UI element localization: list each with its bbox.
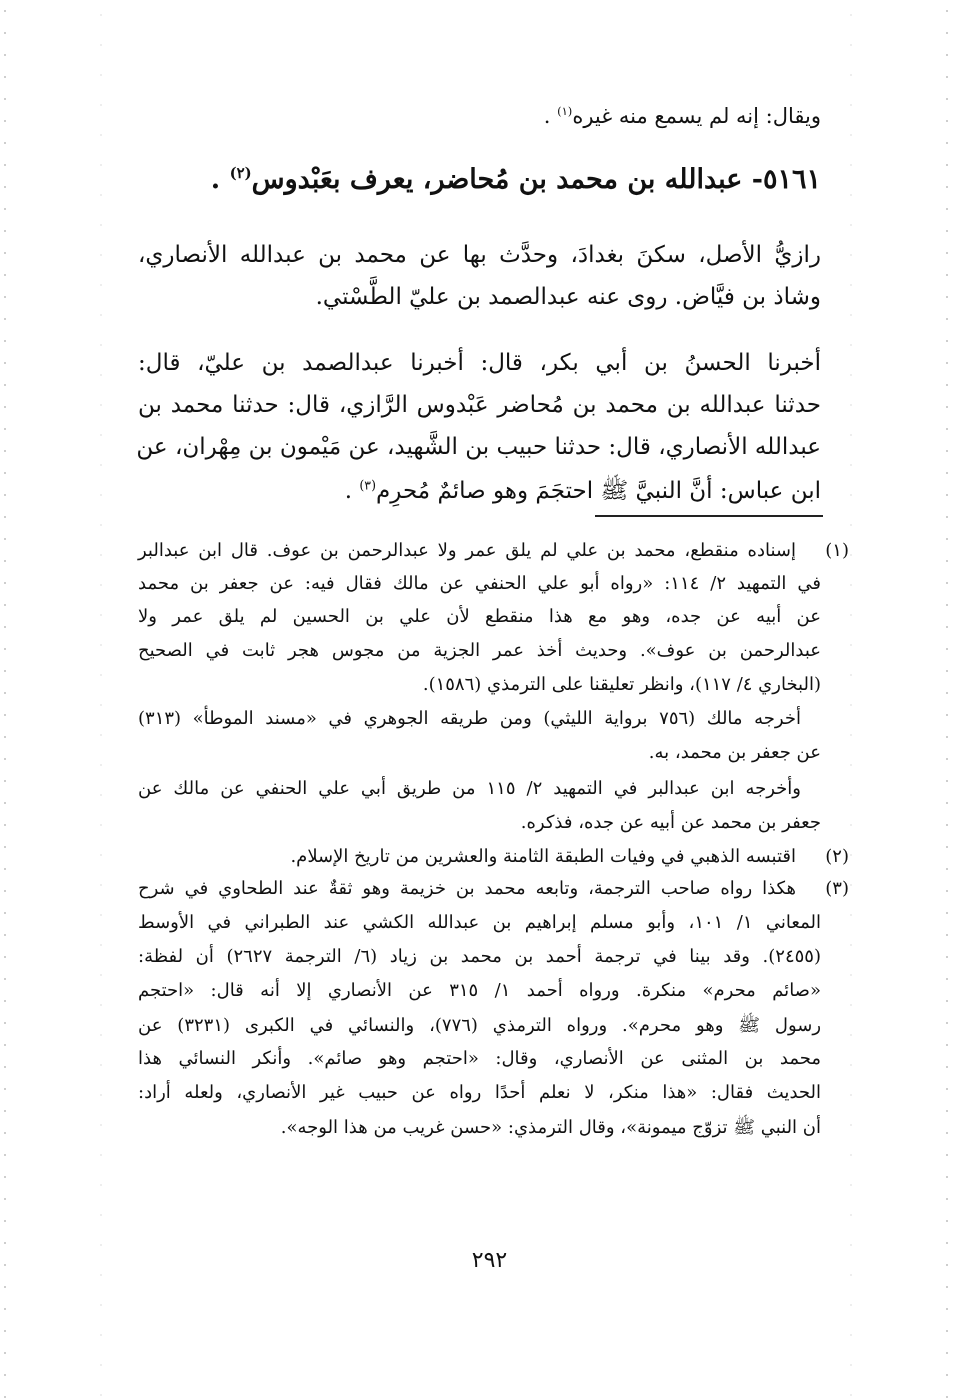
- footnote-line: هكذا رواه صاحب الترجمة، وتابعه محمد بن خزيمة وهو ثقةٌ عند الطحاوي في شرح: [138, 878, 796, 899]
- hadith-line: أخبرنا الحسنُ بن أبي بكر، قال: أخبرنا عبدالصمد بن عليّ، قال:: [138, 350, 821, 376]
- intro-end: .: [543, 104, 551, 128]
- footnote-number: (١): [825, 540, 849, 561]
- footnote-line: عبدالرحمن بن عوف». وحديث أخذ عمر الجزية من مجوس هجر ثابت في الصحيح: [138, 640, 821, 661]
- footnote-line: «صائم محرم» منكرة. ورواه أحمد ١/ ٣١٥ عن الأنصاري إلا أنه قال: «احتجم: [138, 980, 821, 1001]
- footnote-line: محمد بن المثنى عن الأنصاري، وقال: «احتجم وهو صائم». وأنكر النسائي هذا: [138, 1048, 821, 1069]
- hadith-line: حدثنا عبدالله بن محمد بن مُحاضر عَبْدوس الرَّازي، قال: حدثنا محمد بن: [138, 392, 821, 418]
- hadith-line-last: [138, 476, 821, 510]
- footnote-line: عن أبيه عن جده، وهو مع هذا منقطع لأن علي بن الحسين لم يلق عمر ولا: [138, 606, 821, 627]
- page-number: ٢٩٢: [471, 1248, 508, 1273]
- footnote-line: اقتبسه الذهبي في وفيات الطبقة الثامنة والعشرين من تاريخ الإسلام.: [290, 846, 796, 867]
- footnote-line: جعفر بن محمد عن أبيه عن جده، فذكره.: [520, 812, 821, 833]
- intro-line: [544, 104, 821, 128]
- footnote-separator: [595, 515, 823, 517]
- scan-dots-faint: [850, 0, 852, 1398]
- footnote-line: رسول ﷺ وهو محرم». ورواه الترمذي (٧٧٦)، والنسائي في الكبرى (٣٢٣١) عن: [138, 1015, 822, 1036]
- scan-dots-faint: [100, 0, 102, 1398]
- footnote-line: إسناده منقطع، محمد بن علي لم يلق عمر ولا عبدالرحمن بن عوف. قال ابن عبدالبر: [138, 540, 796, 561]
- intro-text: ويقال: إنه لم يسمع منه غيره: [572, 104, 821, 128]
- footnote-line: (٢٤٥٥). وقد بينا في ترجمة أحمد بن محمد بن زياد (٦/ الترجمة ٢٦٢٧) أن لفظة:: [138, 946, 821, 967]
- footnote-line: (البخاري ٤/ ١١٧)، وانظر تعليقنا على الترمذي (١٥٨٦).: [422, 674, 821, 695]
- footnote-line: أن النبي ﷺ تزوّج ميمونة»، وقال الترمذي: «حسن غريب من هذا الوجه».: [280, 1117, 821, 1138]
- entry-footnote-ref: (٢): [229, 164, 252, 182]
- footnote-line: أخرجه مالك (٧٥٦ برواية الليثي) ومن طريقه الجوهري في «مسند الموطأ» (٣١٣): [138, 708, 801, 729]
- hadith-line: عبدالله الأنصاري، قال: حدثنا حبيب بن الشَّهيد، عن مَيْمون بن مِهْران، عن: [136, 434, 821, 460]
- footnote-line: عن جعفر بن محمد، به.: [648, 742, 821, 763]
- footnote-number: (٢): [825, 846, 849, 867]
- entry-title-text: ٥١٦١- عبدالله بن محمد بن مُحاضر، يعرف بعَبْدوس: [251, 164, 821, 195]
- footnote-line: في التمهيد ٢/ ١١٤: «رواه أبو علي الحنفي عن مالك فقال فيه: عن جعفر بن محمد: [138, 573, 821, 594]
- intro-footnote-ref: (١): [557, 104, 573, 118]
- entry-title-end: .: [210, 164, 221, 195]
- hadith-end: .: [344, 478, 353, 504]
- hadith-footnote-ref: (٣): [359, 477, 377, 493]
- scan-dots-left: [4, 0, 6, 1398]
- footnote-line: الحديث فقال: «هذا منكر، لا نعلم أحدًا رواه عن حبيب غير الأنصاري، ولعله أراد:: [138, 1082, 821, 1103]
- hadith-text: ابن عباس: أنَّ النبيَّ ﷺ احتجَمَ وهو صائمٌ مُحرِم: [376, 478, 821, 504]
- bio-line: وشاذ بن فيَّاض. روى عنه عبدالصمد بن عليّ الطَّسْتي.: [315, 284, 821, 310]
- bio-line: رازيُّ الأصل، سكنَ بغدادَ، وحدَّث بها عن محمد بن عبدالله الأنصاري،: [138, 242, 821, 268]
- scan-dots-right: [946, 0, 948, 1398]
- entry-title: [211, 164, 821, 195]
- footnote-number: (٣): [825, 878, 849, 899]
- footnote-line: وأخرجه ابن عبدالبر في التمهيد ٢/ ١١٥ من طريق أبي علي الحنفي عن مالك عن: [138, 778, 801, 799]
- footnote-line: المعاني ١/ ١٠١، وأبو مسلم إبراهيم بن عبدالله الكشي عند الطبراني في الأوسط: [138, 912, 821, 933]
